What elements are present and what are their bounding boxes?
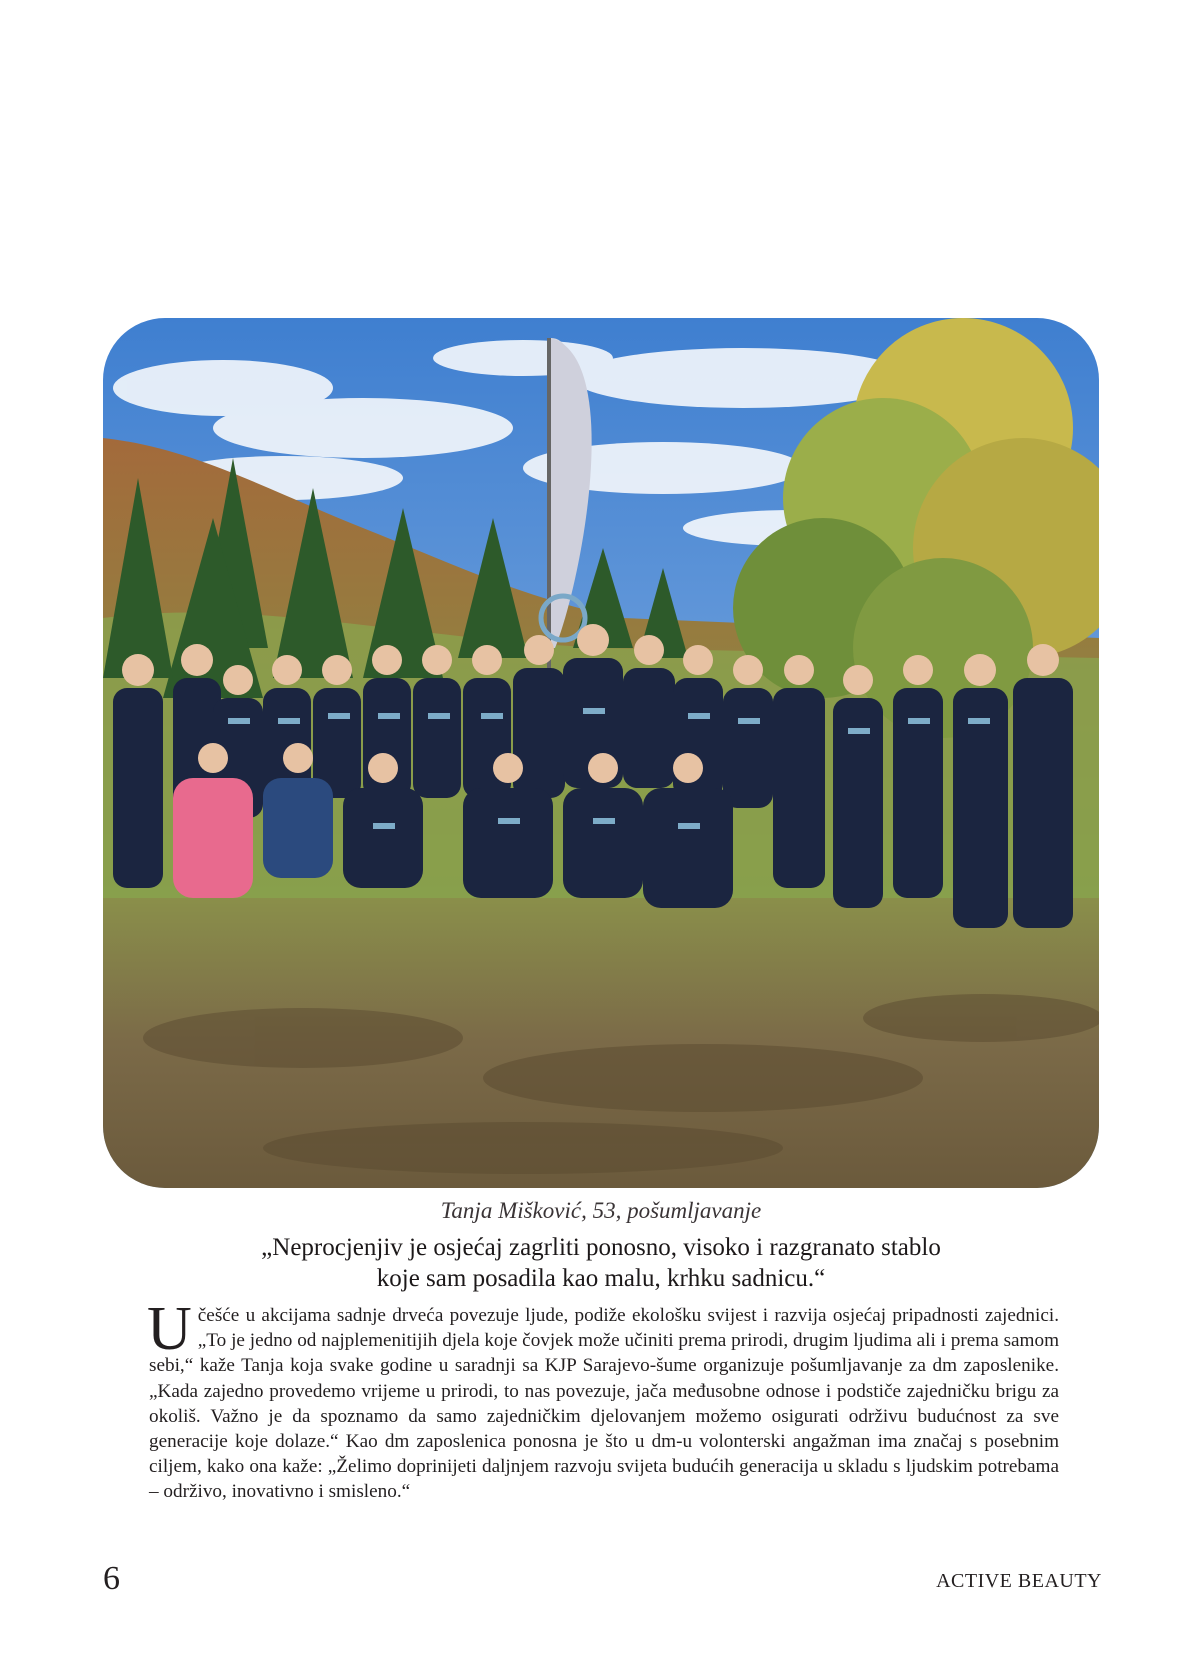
article-text: češće u akcijama sadnje drveća povezuje ljude, podiže ekološku svijest i razvija osjećaj pripadnosti zajednici. „To je jedno od najplemenitijih djela koje čovjek može učiniti prema prirodi, drugim ljudima ali i prema samom sebi,“ kaže Tanja koja svake godine u saradnji sa KJP Sarajevo-šume organizuje pošumljavanje za dm zaposlenike. „Kada zajedno provedemo vrijeme u prirodi, to nas povezuje, jača međusobne odnose i podstiče zajedničku brigu za okoliš. Važno je da spoznamo da samo zajedničkim djelovanjem možemo osigurati održivu budućnost za sve generacije koje dolaze.“ Kao dm zaposlenica ponosna je što u dm-u volonterski angažman ima značaj s posebnim ciljem, kako ona kaže: „Želimo doprinijeti daljnjem razvoju svijeta budućih generacija u skladu s ljudskim potrebama – održivo, inovativno i smisleno.“ [149, 1305, 1059, 1503]
magazine-name: ACTIVE BEAUTY [936, 1570, 1102, 1592]
caption-name: Tanja Mišković, 53, pošumljavanje [440, 1198, 762, 1223]
article-body [147, 1295, 1059, 1505]
drop-cap: U [147, 1295, 192, 1363]
quote-line-1: „Neprocjenjiv je osjećaj zagrliti ponosno, visoko i razgranato stablo [261, 1234, 941, 1261]
group-photo [103, 318, 1099, 1188]
page-number: 6 [103, 1560, 120, 1597]
quote-line-2: koje sam posadila kao malu, krhku sadnicu.“ [376, 1265, 826, 1292]
photo-illustration [103, 318, 1099, 1188]
caption-quote [103, 1232, 1099, 1294]
